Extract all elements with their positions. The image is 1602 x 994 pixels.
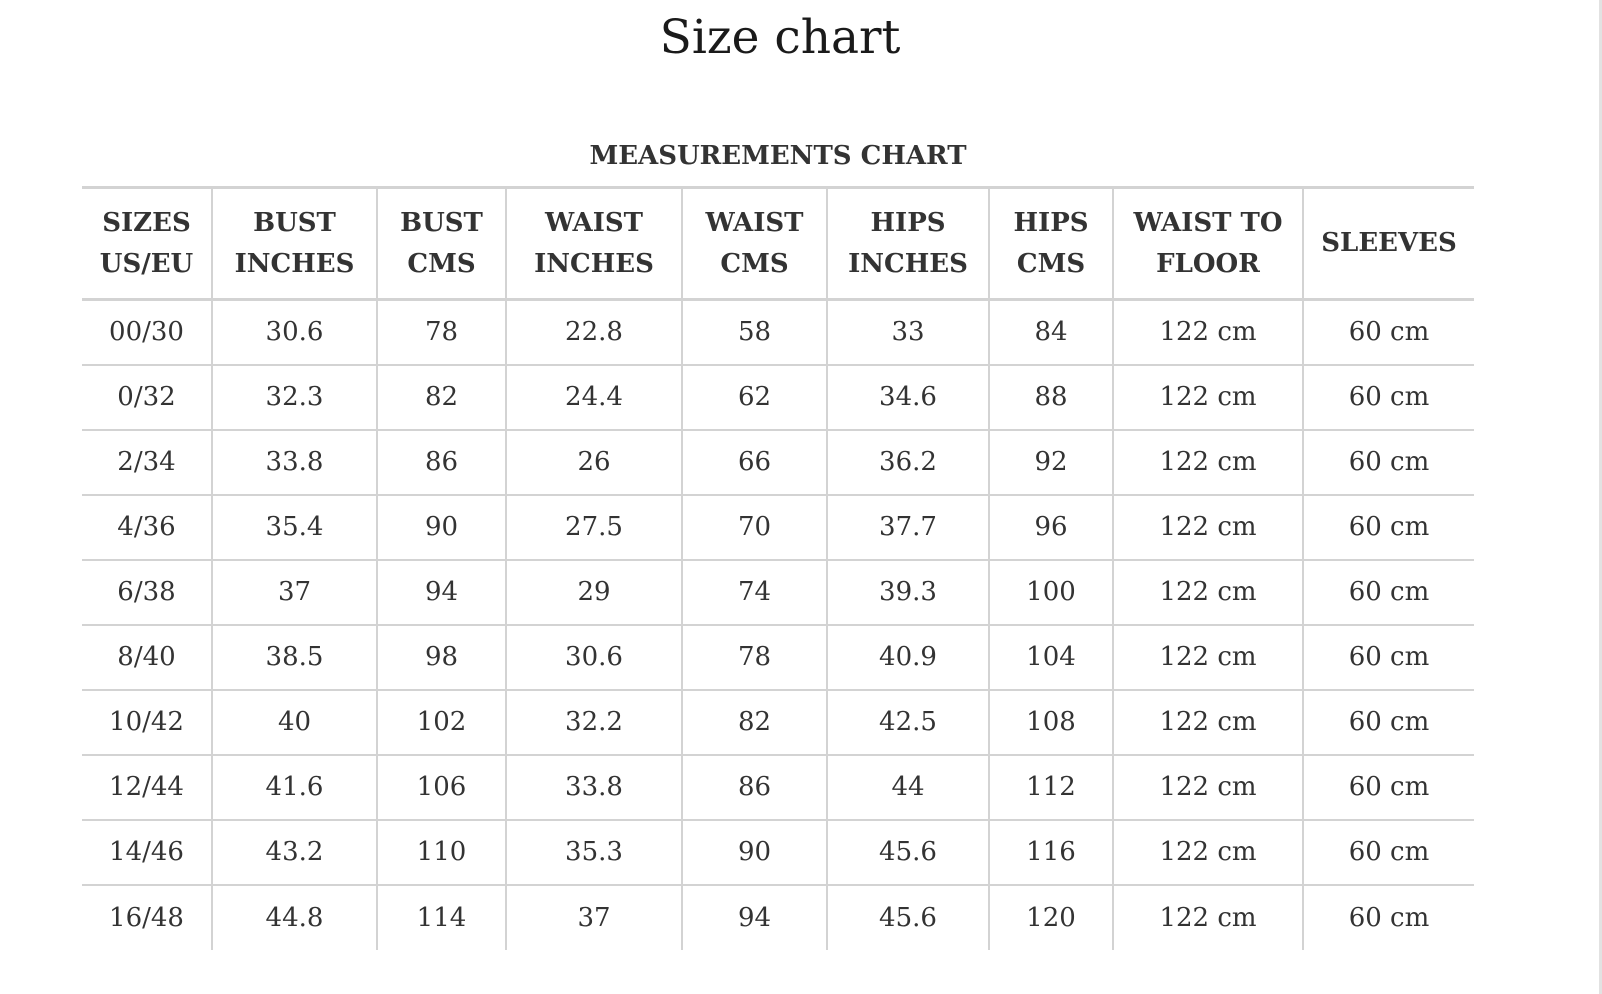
column-header-line: CMS — [407, 248, 476, 279]
sleeves-cell: 60 cm — [1303, 495, 1474, 560]
waist-inches-cell: 29 — [506, 560, 682, 625]
bust-cms-cell: 90 — [377, 495, 506, 560]
size-cell: 8/40 — [82, 625, 212, 690]
waist-inches-cell: 37 — [506, 885, 682, 950]
bust-inches-header — [212, 188, 377, 300]
sizes-header — [82, 188, 212, 300]
size-cell: 14/46 — [82, 820, 212, 885]
waist-cms-cell: 86 — [682, 755, 827, 820]
column-header-line: HIPS — [870, 207, 946, 238]
sleeves-cell: 60 cm — [1303, 365, 1474, 430]
waist-to-floor-cell: 122 cm — [1113, 300, 1303, 365]
measurements-table — [82, 186, 1474, 950]
hips-cms-cell: 112 — [989, 755, 1113, 820]
waist-to-floor-cell: 122 cm — [1113, 495, 1303, 560]
waist-to-floor-cell: 122 cm — [1113, 560, 1303, 625]
column-header-line: WAIST — [705, 207, 804, 238]
size-cell: 12/44 — [82, 755, 212, 820]
sleeves-cell: 60 cm — [1303, 560, 1474, 625]
bust-inches-cell: 40 — [212, 690, 377, 755]
bust-cms-cell: 86 — [377, 430, 506, 495]
column-header-line: INCHES — [234, 248, 355, 279]
waist-inches-cell: 32.2 — [506, 690, 682, 755]
waist-to-floor-cell: 122 cm — [1113, 885, 1303, 950]
table-row — [82, 755, 1474, 820]
waist-to-floor-cell: 122 cm — [1113, 755, 1303, 820]
bust-inches-cell: 32.3 — [212, 365, 377, 430]
page-title: Size chart — [659, 10, 901, 65]
hips-cms-cell: 88 — [989, 365, 1113, 430]
sleeves-cell: 60 cm — [1303, 430, 1474, 495]
waist-to-floor-cell: 122 cm — [1113, 820, 1303, 885]
column-header-line: HIPS — [1013, 207, 1089, 238]
waist-inches-cell: 24.4 — [506, 365, 682, 430]
waist-cms-cell: 90 — [682, 820, 827, 885]
size-cell: 4/36 — [82, 495, 212, 560]
table-row — [82, 690, 1474, 755]
table-row — [82, 300, 1474, 365]
sleeves-cell: 60 cm — [1303, 690, 1474, 755]
bust-inches-cell: 30.6 — [212, 300, 377, 365]
table-caption: MEASUREMENTS CHART — [589, 141, 967, 171]
bust-inches-cell: 41.6 — [212, 755, 377, 820]
hips-cms-cell: 84 — [989, 300, 1113, 365]
bust-inches-cell: 44.8 — [212, 885, 377, 950]
table-row — [82, 560, 1474, 625]
hips-inches-cell: 42.5 — [827, 690, 989, 755]
table-header — [82, 188, 1474, 300]
waist-to-floor-cell: 122 cm — [1113, 625, 1303, 690]
bust-inches-cell: 38.5 — [212, 625, 377, 690]
bust-inches-cell: 33.8 — [212, 430, 377, 495]
bust-cms-cell: 102 — [377, 690, 506, 755]
size-cell: 6/38 — [82, 560, 212, 625]
column-header-line: WAIST — [545, 207, 643, 238]
hips-cms-cell: 108 — [989, 690, 1113, 755]
hips-inches-cell: 36.2 — [827, 430, 989, 495]
size-cell: 16/48 — [109, 902, 184, 933]
table-row — [82, 820, 1474, 885]
sleeves-header — [1303, 188, 1474, 300]
column-header-line: CMS — [720, 248, 789, 279]
waist-inches-cell: 22.8 — [506, 300, 682, 365]
hips-inches-cell: 37.7 — [827, 495, 989, 560]
hips-inches-header — [827, 188, 989, 300]
column-header-line: INCHES — [848, 248, 968, 279]
column-header-line: US/EU — [99, 248, 194, 279]
table-row — [82, 625, 1474, 690]
column-header-line: BUST — [400, 207, 483, 238]
waist-cms-cell: 78 — [682, 625, 827, 690]
waist-cms-cell: 70 — [682, 495, 827, 560]
hips-inches-cell: 39.3 — [827, 560, 989, 625]
table-row — [82, 365, 1474, 430]
table-row — [82, 495, 1474, 560]
hips-cms-header — [989, 188, 1113, 300]
hips-inches-cell: 45.6 — [827, 820, 989, 885]
waist-inches-cell: 33.8 — [506, 755, 682, 820]
bust-cms-cell: 114 — [377, 885, 506, 950]
bust-inches-cell: 35.4 — [212, 495, 377, 560]
waist-cms-cell: 62 — [682, 365, 827, 430]
column-header-line: WAIST TO — [1133, 207, 1283, 238]
waist-cms-header — [682, 188, 827, 300]
measurements-table-container[interactable] — [82, 186, 1474, 956]
column-header-line: FLOOR — [1156, 248, 1260, 279]
bust-inches-cell: 43.2 — [212, 820, 377, 885]
table-row — [82, 430, 1474, 495]
column-header-line: SIZES — [102, 207, 191, 238]
bust-cms-cell: 106 — [377, 755, 506, 820]
column-header-line: CMS — [1016, 248, 1086, 279]
waist-inches-cell: 26 — [506, 430, 682, 495]
waist-to-floor-cell: 122 cm — [1113, 430, 1303, 495]
waist-inches-header — [506, 188, 682, 300]
column-header-line: SLEEVES — [1321, 228, 1457, 258]
waist-cms-cell: 74 — [682, 560, 827, 625]
bust-cms-cell: 98 — [377, 625, 506, 690]
hips-cms-cell: 92 — [989, 430, 1113, 495]
bust-cms-cell: 82 — [377, 365, 506, 430]
hips-cms-cell: 104 — [989, 625, 1113, 690]
hips-cms-cell: 116 — [989, 820, 1113, 885]
table-body — [82, 300, 1474, 950]
waist-to-floor-cell: 122 cm — [1113, 365, 1303, 430]
bust-cms-cell: 110 — [377, 820, 506, 885]
waist-cms-cell: 94 — [682, 885, 827, 950]
hips-cms-cell: 96 — [989, 495, 1113, 560]
waist-inches-cell: 27.5 — [506, 495, 682, 560]
size-cell: 0/32 — [82, 365, 212, 430]
waist-to-floor-header — [1113, 188, 1303, 300]
bust-inches-cell: 37 — [212, 560, 377, 625]
sleeves-cell: 60 cm — [1303, 820, 1474, 885]
column-header-line: INCHES — [534, 248, 654, 279]
waist-cms-cell: 82 — [682, 690, 827, 755]
header-row — [82, 188, 1474, 300]
waist-inches-cell: 35.3 — [506, 820, 682, 885]
hips-cms-cell: 120 — [989, 885, 1113, 950]
table-row — [82, 885, 1474, 950]
waist-to-floor-cell: 122 cm — [1113, 690, 1303, 755]
bust-cms-cell: 78 — [377, 300, 506, 365]
waist-cms-cell: 58 — [682, 300, 827, 365]
column-header-line: BUST — [253, 207, 336, 238]
hips-inches-cell: 33 — [827, 300, 989, 365]
bust-cms-header — [377, 188, 506, 300]
waist-cms-cell: 66 — [682, 430, 827, 495]
size-cell: 00/30 — [82, 300, 212, 365]
size-cell: 10/42 — [82, 690, 212, 755]
sleeves-cell: 60 cm — [1303, 300, 1474, 365]
waist-inches-cell: 30.6 — [506, 625, 682, 690]
hips-inches-cell: 34.6 — [827, 365, 989, 430]
hips-inches-cell: 44 — [827, 755, 989, 820]
sleeves-cell: 60 cm — [1303, 755, 1474, 820]
bust-cms-cell: 94 — [377, 560, 506, 625]
sleeves-cell: 60 cm — [1303, 625, 1474, 690]
hips-inches-cell: 40.9 — [827, 625, 989, 690]
size-cell: 2/34 — [82, 430, 212, 495]
hips-inches-cell: 45.6 — [827, 885, 989, 950]
sleeves-cell: 60 cm — [1303, 885, 1474, 950]
hips-cms-cell: 100 — [989, 560, 1113, 625]
